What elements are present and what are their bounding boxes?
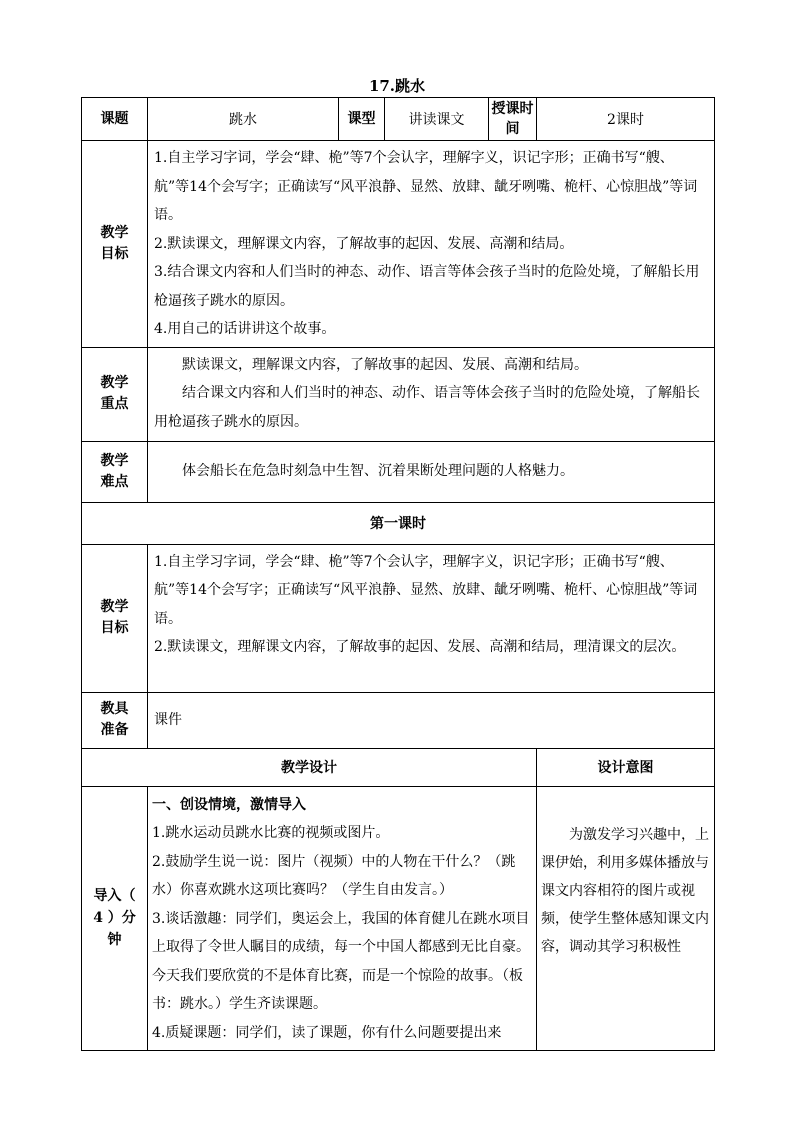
key-points-content bbox=[148, 347, 715, 441]
difficulties-row bbox=[82, 441, 715, 502]
stage-label bbox=[82, 786, 148, 1050]
key-point-line: 结合课文内容和人们当时的神态、动作、语言等体会孩子当时的危险处境，了解船长用枪逼孩子跳水的原因。 bbox=[154, 385, 700, 430]
first-lesson-title: 第一课时 bbox=[82, 502, 715, 544]
tools-label-text: 教具准备 bbox=[100, 701, 129, 738]
key-points-label bbox=[82, 347, 148, 441]
key-point-line: 默读课文，理解课文内容，了解故事的起因、发展、高潮和结局。 bbox=[182, 356, 588, 373]
type-label: 课型 bbox=[339, 98, 385, 141]
difficulties-label-text: 教学难点 bbox=[100, 452, 129, 490]
page-title: 17.跳水 bbox=[368, 77, 426, 95]
tools-row bbox=[82, 692, 715, 748]
design-header-row bbox=[82, 748, 715, 786]
goal-line: 4.用自己的话讲讲这个故事。 bbox=[154, 321, 336, 337]
goals-row bbox=[82, 141, 715, 348]
time-label: 授课时间 bbox=[489, 98, 537, 141]
stage-label-text: 导入（ 4 ）分钟 bbox=[93, 888, 136, 948]
goal-line: 2.默读课文，理解课文内容，了解故事的起因、发展、高潮和结局。 bbox=[154, 235, 574, 252]
design-header: 教学设计 bbox=[82, 748, 537, 786]
intent-content bbox=[537, 786, 715, 1050]
header-row bbox=[82, 98, 715, 141]
topic-value: 跳水 bbox=[148, 98, 339, 141]
key-points-label-text: 教学重点 bbox=[100, 375, 129, 412]
stage-line: 4.质疑课题：同学们，读了课题，你有什么问题要提出来 bbox=[152, 1024, 502, 1041]
goal-line: 3.结合课文内容和人们当时的神态、动作、语言等体会孩子当时的危险处境，了解船长用枪逼孩子跳水的原因。 bbox=[154, 264, 700, 309]
goals-label-text: 教学目标 bbox=[100, 224, 129, 262]
first-lesson-goals-content bbox=[148, 544, 715, 692]
stage-line: 2.鼓励学生说一说：图片（视频）中的人物在干什么？（跳水）你喜欢跳水这项比赛吗？（学生自由发言。） bbox=[152, 853, 516, 898]
stage-content bbox=[148, 786, 537, 1050]
goals-content bbox=[148, 141, 715, 348]
time-value: 2课时 bbox=[537, 98, 715, 141]
difficulties-content bbox=[148, 441, 715, 502]
type-value: 讲读课文 bbox=[385, 98, 489, 141]
goal-line: 2.默读课文，理解课文内容，了解故事的起因、发展、高潮和结局，理清课文的层次。 bbox=[154, 639, 686, 655]
topic-label: 课题 bbox=[82, 98, 148, 141]
stage-line: 1.跳水运动员跳水比赛的视频或图片。 bbox=[152, 825, 390, 841]
stage-line: 3.谈话激趣：同学们，奥运会上，我国的体育健儿在跳水项目上取得了令世人瞩目的成绩，每一个中国人都感到无比自豪。今天我们要欣赏的不是体育比赛，而是一个惊险的故事。（板书：跳水。）学生齐读课题。 bbox=[152, 910, 530, 1012]
intent-text: 为激发学习兴趣中，上课伊始，利用多媒体播放与课文内容相符的图片或视频，使学生整体感知课文内容，调动其学习积极性 bbox=[541, 826, 709, 955]
tools-label bbox=[82, 692, 148, 748]
goal-line: 1.自主学习字词，学会“肆、桅”等7个会认字，理解字义，识记字形；正确书写“艘、航”等14个会写字；正确读写“风平浪静、显然、放肆、龇牙咧嘴、桅杆、心惊胆战”等词语。 bbox=[154, 150, 698, 223]
first-lesson-goals-label-text: 教学目标 bbox=[100, 599, 129, 636]
stage-heading: 一、创设情境，激情导入 bbox=[152, 796, 306, 813]
intro-stage-row bbox=[82, 786, 715, 1050]
key-points-row bbox=[82, 347, 715, 441]
difficulties-label bbox=[82, 441, 148, 502]
goal-line: 1.自主学习字词，学会“肆、桅”等7个会认字，理解字义，识记字形；正确书写“艘、航”等14个会写字；正确读写“风平浪静、显然、放肆、龇牙咧嘴、桅杆、心惊胆战”等词语。 bbox=[154, 553, 698, 627]
lesson-plan-table bbox=[81, 97, 715, 1051]
first-lesson-row bbox=[82, 502, 715, 544]
goals-label bbox=[82, 141, 148, 348]
first-lesson-goals-label bbox=[82, 544, 148, 692]
first-lesson-goals-row bbox=[82, 544, 715, 692]
tools-content: 课件 bbox=[148, 692, 715, 748]
difficulty-line: 体会船长在危急时刻急中生智、沉着果断处理问题的人格魅力。 bbox=[182, 463, 574, 480]
intent-header: 设计意图 bbox=[537, 748, 715, 786]
